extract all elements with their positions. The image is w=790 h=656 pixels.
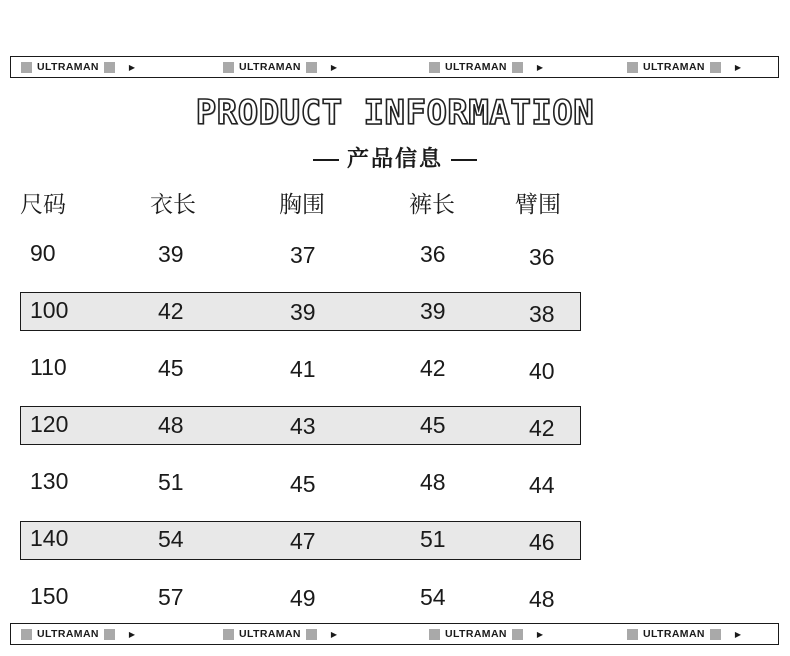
table-cell-arm: 42 <box>529 415 555 441</box>
banner-segment <box>627 624 741 644</box>
arrow-icon: ▶ <box>330 62 338 72</box>
arrow-icon: ▶ <box>128 62 136 72</box>
banner-segment <box>223 57 337 77</box>
bottom-banner <box>10 623 779 645</box>
square-icon <box>710 62 721 73</box>
header-pants: 裤长 <box>409 192 455 218</box>
arrow-icon: ▶ <box>128 629 136 639</box>
table-cell-length: 45 <box>158 355 184 381</box>
brand-label: ULTRAMAN <box>37 61 99 73</box>
page-subtitle <box>0 142 790 173</box>
brand-label: ULTRAMAN <box>445 628 507 640</box>
banner-segment <box>21 57 135 77</box>
table-cell-length: 48 <box>158 412 184 438</box>
table-cell-arm: 38 <box>529 301 555 327</box>
arrow-icon: ▶ <box>536 62 544 72</box>
table-cell-chest: 37 <box>290 242 316 268</box>
square-icon <box>306 629 317 640</box>
header-chest: 胸围 <box>279 192 325 218</box>
table-cell-pants: 42 <box>420 355 446 381</box>
table-cell-arm: 48 <box>529 586 555 612</box>
page-title: PRODUCT INFORMATION <box>195 93 595 133</box>
table-cell-chest: 47 <box>290 528 316 554</box>
square-icon <box>429 62 440 73</box>
banner-segment <box>627 57 741 77</box>
square-icon <box>223 629 234 640</box>
square-icon <box>512 62 523 73</box>
table-cell-length: 51 <box>158 469 184 495</box>
table-cell-arm: 46 <box>529 529 555 555</box>
square-icon <box>104 629 115 640</box>
banner-segment <box>429 57 543 77</box>
table-cell-length: 57 <box>158 584 184 610</box>
square-icon <box>21 62 32 73</box>
square-icon <box>429 629 440 640</box>
table-cell-pants: 54 <box>420 584 446 610</box>
table-cell-size: 150 <box>30 583 69 609</box>
table-cell-chest: 41 <box>290 356 316 382</box>
brand-label: ULTRAMAN <box>643 628 705 640</box>
brand-label: ULTRAMAN <box>239 61 301 73</box>
arrow-icon: ▶ <box>734 629 742 639</box>
dash-decoration <box>313 159 339 161</box>
square-icon <box>710 629 721 640</box>
square-icon <box>627 62 638 73</box>
brand-label: ULTRAMAN <box>643 61 705 73</box>
square-icon <box>306 62 317 73</box>
table-cell-pants: 39 <box>420 298 446 324</box>
table-cell-chest: 45 <box>290 471 316 497</box>
header-arm: 臂围 <box>515 192 561 218</box>
subtitle-text: 产品信息 <box>346 147 443 172</box>
table-cell-pants: 45 <box>420 412 446 438</box>
table-cell-size: 90 <box>30 240 56 266</box>
brand-label: ULTRAMAN <box>239 628 301 640</box>
table-cell-chest: 43 <box>290 413 316 439</box>
header-length: 衣长 <box>150 192 196 218</box>
table-cell-chest: 49 <box>290 585 316 611</box>
table-cell-size: 140 <box>30 525 69 551</box>
square-icon <box>21 629 32 640</box>
brand-label: ULTRAMAN <box>445 61 507 73</box>
header-size: 尺码 <box>20 192 66 218</box>
table-cell-size: 100 <box>30 297 69 323</box>
square-icon <box>512 629 523 640</box>
table-cell-length: 54 <box>158 526 184 552</box>
square-icon <box>627 629 638 640</box>
dash-decoration <box>451 159 477 161</box>
top-banner <box>10 56 779 78</box>
table-cell-arm: 44 <box>529 472 555 498</box>
table-cell-pants: 48 <box>420 469 446 495</box>
table-cell-length: 39 <box>158 241 184 267</box>
banner-segment <box>223 624 337 644</box>
square-icon <box>104 62 115 73</box>
table-cell-arm: 40 <box>529 358 555 384</box>
banner-segment <box>429 624 543 644</box>
table-cell-length: 42 <box>158 298 184 324</box>
arrow-icon: ▶ <box>734 62 742 72</box>
table-cell-pants: 51 <box>420 526 446 552</box>
arrow-icon: ▶ <box>536 629 544 639</box>
square-icon <box>223 62 234 73</box>
brand-label: ULTRAMAN <box>37 628 99 640</box>
arrow-icon: ▶ <box>330 629 338 639</box>
banner-segment <box>21 624 135 644</box>
table-cell-arm: 36 <box>529 244 555 270</box>
table-cell-chest: 39 <box>290 299 316 325</box>
table-cell-size: 120 <box>30 411 69 437</box>
table-cell-pants: 36 <box>420 241 446 267</box>
table-cell-size: 130 <box>30 468 69 494</box>
table-cell-size: 110 <box>30 354 67 380</box>
